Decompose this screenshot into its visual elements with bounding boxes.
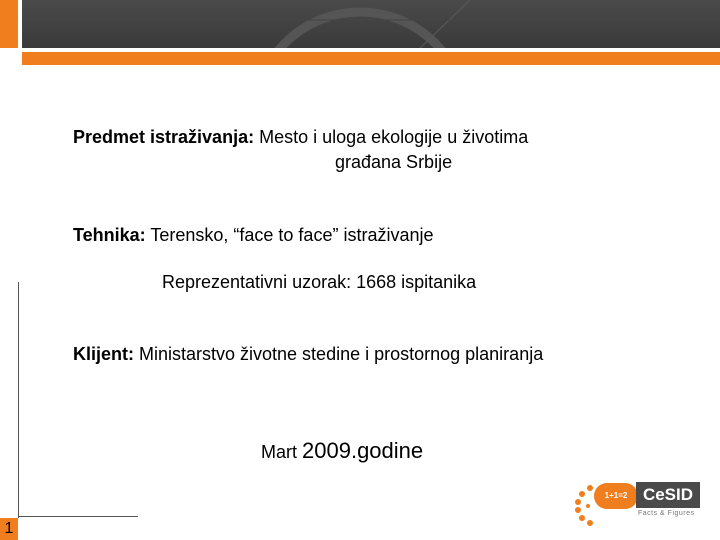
client-value: Ministarstvo životne stedine i prostornog planiranja	[134, 344, 544, 364]
subject-label: Predmet istraživanja:	[73, 127, 255, 147]
date-line	[261, 440, 423, 463]
page-number: 1	[0, 518, 18, 540]
logo-tagline: Facts & Figures	[638, 510, 695, 517]
logo-dots-icon	[570, 480, 600, 528]
client-label: Klijent:	[73, 344, 134, 364]
bottom-rule	[18, 516, 138, 517]
header-orange-bar	[22, 52, 720, 65]
subject-value-cont: građana Srbije	[335, 152, 453, 172]
header-decoration	[22, 0, 720, 48]
top-left-accent	[0, 0, 18, 48]
date-year: 2009.godine	[302, 438, 424, 463]
left-rule	[18, 282, 19, 518]
technique-value: Terensko, “face to face” istraživanje	[145, 225, 434, 245]
header-band	[22, 0, 720, 48]
subject-line	[73, 126, 528, 148]
technique-label: Tehnika:	[73, 225, 146, 245]
client-line	[73, 343, 543, 365]
sample-line: Reprezentativni uzorak: 1668 ispitanika	[162, 272, 477, 292]
logo-ring: 1+1=2	[594, 483, 638, 509]
date-month: Mart	[261, 442, 303, 462]
cesid-logo	[570, 480, 710, 528]
subject-value: Mesto i uloga ekologije u životima	[254, 127, 529, 147]
logo-name: CeSID	[636, 482, 700, 508]
technique-line	[73, 224, 434, 246]
